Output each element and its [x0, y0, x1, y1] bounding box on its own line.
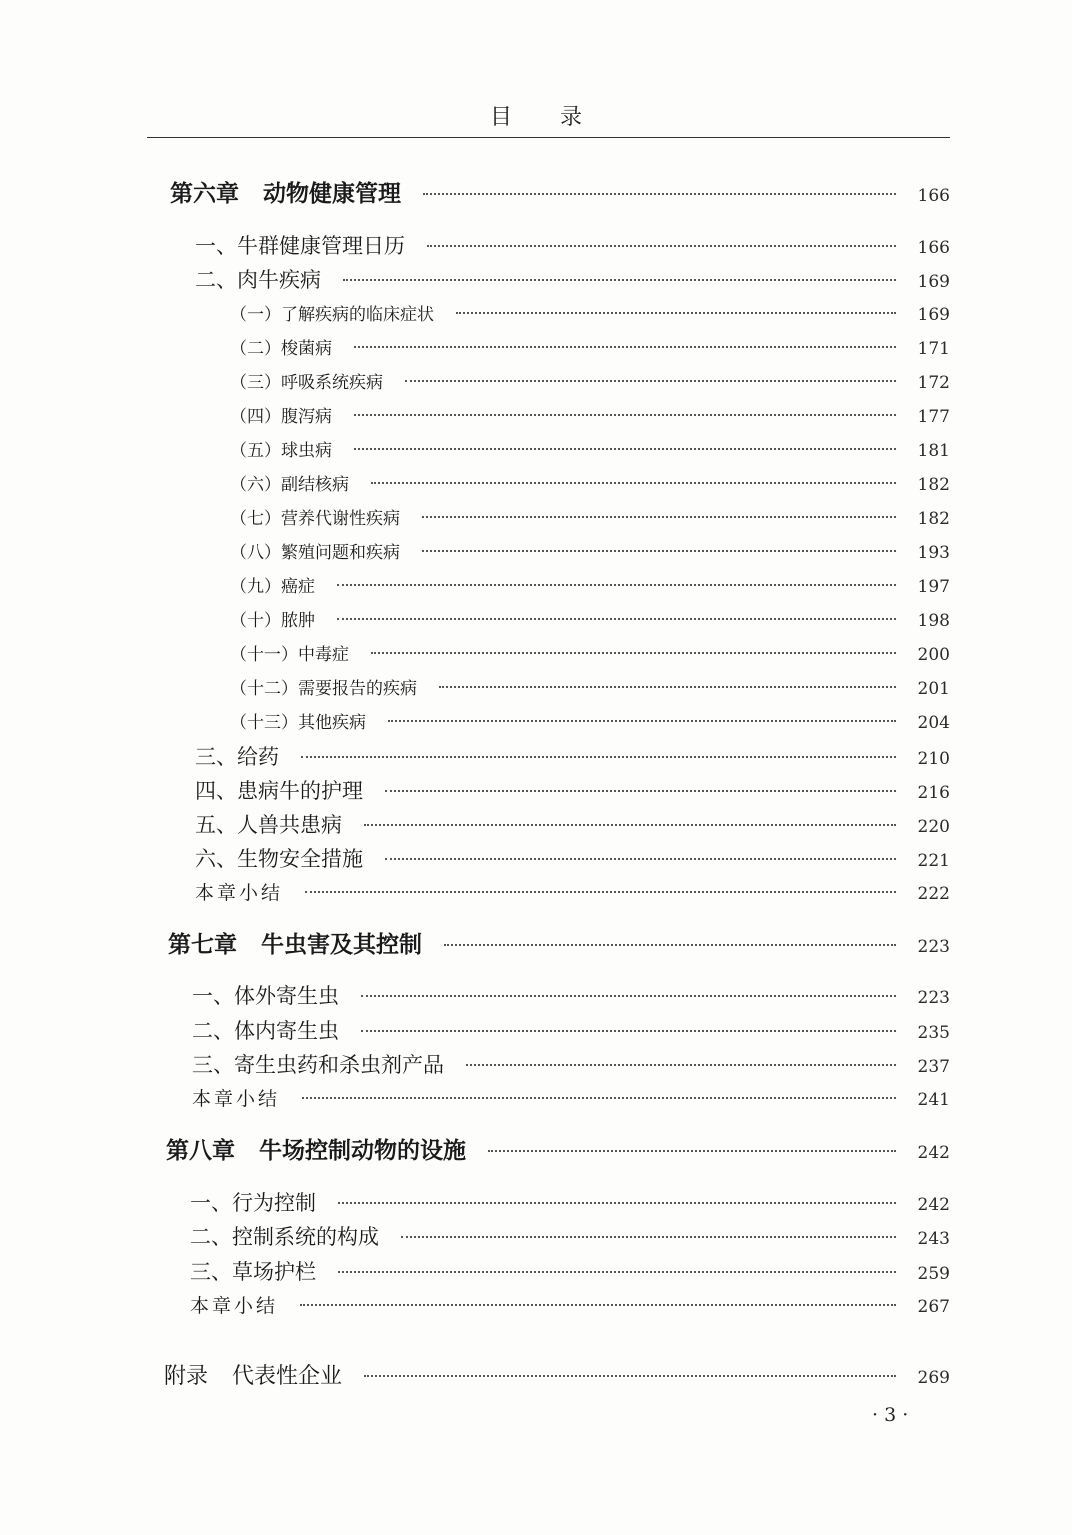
toc-entry-text: 一、牛群健康管理日历	[195, 234, 405, 258]
toc-entry-text: （四）腹泻病	[230, 407, 332, 427]
toc-page-number: 200	[917, 645, 950, 665]
toc-page-number: 221	[917, 851, 950, 871]
toc-entry-text: 三、给药	[195, 745, 279, 769]
toc-section-entry	[190, 1257, 950, 1287]
toc-entry-title	[192, 1016, 339, 1046]
toc-page-number: 193	[917, 543, 950, 563]
toc-leader-dots	[422, 516, 896, 518]
toc-leader-dots	[371, 652, 896, 654]
toc-entry-text: 二、体内寄生虫	[192, 1019, 339, 1043]
toc-entry-text: 一、行为控制	[190, 1191, 316, 1215]
toc-subsection-entry	[230, 470, 950, 500]
toc-section-entry	[190, 1188, 950, 1218]
toc-page-number: 241	[917, 1090, 950, 1110]
toc-leader-dots	[388, 720, 896, 722]
toc-section-entry	[190, 1222, 950, 1252]
toc-subsection-entry	[230, 402, 950, 432]
toc-section-entry	[195, 231, 950, 261]
toc-entry-title	[190, 1188, 316, 1218]
toc-subsection-entry	[230, 640, 950, 670]
toc-entry-text: 二、控制系统的构成	[190, 1225, 379, 1249]
toc-page-number: 172	[917, 373, 950, 393]
toc-summary-entry	[190, 1291, 950, 1321]
toc-page-number: 166	[917, 186, 950, 206]
toc-chapter-entry	[168, 930, 950, 960]
toc-entry-title	[230, 300, 434, 330]
toc-leader-dots	[354, 414, 896, 416]
toc-page-number: 210	[917, 749, 950, 769]
toc-section-entry	[192, 981, 950, 1011]
toc-leader-dots	[427, 245, 896, 247]
toc-leader-dots	[405, 380, 896, 382]
toc-page-number: 169	[917, 272, 950, 292]
toc-leader-dots	[364, 824, 896, 826]
toc-page-number: 223	[917, 988, 950, 1008]
toc-subsection-entry	[230, 504, 950, 534]
toc-entry-title	[190, 1257, 316, 1287]
toc-entry-number: 第七章	[168, 932, 237, 958]
toc-entry-title	[230, 606, 315, 636]
toc-entry-text: 牛场控制动物的设施	[259, 1138, 466, 1164]
toc-section-entry	[195, 742, 950, 772]
toc-page-number: 204	[917, 713, 950, 733]
toc-leader-dots	[401, 1236, 896, 1238]
toc-entry-text: 本章小结	[195, 882, 284, 904]
toc-entry-title	[195, 776, 363, 806]
toc-entry-text: （八）繁殖问题和疾病	[230, 543, 400, 563]
toc-entry-title	[195, 231, 405, 261]
toc-page-number: 242	[917, 1143, 950, 1163]
toc-leader-dots	[422, 550, 896, 552]
toc-entry-text: （九）癌症	[230, 577, 315, 597]
toc-page-number: 235	[917, 1023, 950, 1043]
toc-page-number: 269	[917, 1368, 950, 1388]
toc-entry-title	[230, 674, 417, 704]
toc-entry-text: （二）梭菌病	[230, 339, 332, 359]
toc-leader-dots	[361, 995, 896, 997]
toc-entry-text: （五）球虫病	[230, 441, 332, 461]
toc-page-number: 198	[917, 611, 950, 631]
toc-leader-dots	[371, 482, 896, 484]
toc-entry-number: 附录	[164, 1364, 209, 1389]
toc-page-number: 197	[917, 577, 950, 597]
toc-leader-dots	[361, 1030, 896, 1032]
toc-entry-title	[190, 1222, 379, 1252]
toc-subsection-entry	[230, 606, 950, 636]
toc-page-number: 223	[917, 937, 950, 957]
toc-page-number: 177	[917, 407, 950, 427]
toc-entry-title	[190, 1291, 278, 1321]
toc-entry-title	[230, 572, 315, 602]
toc-entry-text: 代表性企业	[232, 1364, 343, 1389]
toc-page-number: 201	[917, 679, 950, 699]
toc-leader-dots	[337, 584, 896, 586]
toc-entry-title	[230, 504, 400, 534]
toc-leader-dots	[385, 790, 896, 792]
toc-page-number: 216	[917, 783, 950, 803]
toc-section-entry	[195, 776, 950, 806]
toc-leader-dots	[439, 686, 896, 688]
toc-page-number: 166	[917, 238, 950, 258]
toc-leader-dots	[488, 1150, 896, 1152]
toc-appendix-entry	[164, 1362, 950, 1392]
toc-entry-text: （七）营养代谢性疾病	[230, 509, 400, 529]
header-divider	[147, 137, 950, 138]
toc-entry-text: 本章小结	[192, 1088, 281, 1110]
toc-entry-title	[230, 436, 332, 466]
page-title: 目录	[489, 105, 630, 130]
toc-leader-dots	[385, 858, 896, 860]
toc-page-number: 182	[917, 509, 950, 529]
toc-entry-title	[166, 1136, 466, 1166]
toc-entry-title	[192, 981, 339, 1011]
toc-leader-dots	[338, 1271, 896, 1273]
toc-entry-text: 六、生物安全措施	[195, 847, 363, 871]
toc-subsection-entry	[230, 368, 950, 398]
toc-entry-number: 第六章	[170, 181, 239, 207]
toc-entry-title	[195, 844, 363, 874]
toc-entry-text: 动物健康管理	[263, 181, 401, 207]
toc-entry-title	[192, 1050, 444, 1080]
toc-page-number: 169	[917, 305, 950, 325]
toc-page-number: 220	[917, 817, 950, 837]
toc-summary-entry	[192, 1084, 950, 1114]
toc-entry-number: 第八章	[166, 1138, 235, 1164]
toc-section-entry	[192, 1050, 950, 1080]
toc-page-number: 181	[917, 441, 950, 461]
toc-entry-text: 三、寄生虫药和杀虫剂产品	[192, 1053, 444, 1077]
toc-section-entry	[195, 810, 950, 840]
toc-leader-dots	[301, 756, 896, 758]
toc-entry-title	[195, 878, 283, 908]
toc-leader-dots	[337, 618, 896, 620]
toc-subsection-entry	[230, 538, 950, 568]
toc-section-entry	[195, 844, 950, 874]
toc-entry-text: 一、体外寄生虫	[192, 984, 339, 1008]
toc-entry-text: （十）脓肿	[230, 611, 315, 631]
toc-page-number: 182	[917, 475, 950, 495]
toc-entry-title	[195, 265, 321, 295]
toc-subsection-entry	[230, 300, 950, 330]
toc-entry-text: 五、人兽共患病	[195, 813, 342, 837]
toc-entry-text: 四、患病牛的护理	[195, 779, 363, 803]
toc-section-entry	[192, 1016, 950, 1046]
toc-page-number: 259	[917, 1264, 950, 1284]
toc-page-number: 171	[917, 339, 950, 359]
toc-section-entry	[195, 265, 950, 295]
toc-entry-title	[164, 1362, 342, 1392]
toc-leader-dots	[354, 448, 896, 450]
toc-page-number: 242	[917, 1195, 950, 1215]
toc-chapter-entry	[170, 179, 950, 209]
toc-summary-entry	[195, 878, 950, 908]
toc-entry-title	[230, 334, 332, 364]
toc-entry-text: 二、肉牛疾病	[195, 268, 321, 292]
toc-entry-title	[170, 179, 401, 209]
toc-entry-title	[195, 810, 342, 840]
toc-subsection-entry	[230, 436, 950, 466]
toc-entry-title	[230, 368, 383, 398]
toc-entry-title	[192, 1084, 280, 1114]
toc-leader-dots	[456, 312, 896, 314]
toc-leader-dots	[338, 1202, 896, 1204]
toc-entry-title	[230, 470, 349, 500]
toc-entry-text: （一）了解疾病的临床症状	[230, 305, 434, 325]
toc-subsection-entry	[230, 674, 950, 704]
toc-page-number: 267	[917, 1297, 950, 1317]
toc-leader-dots	[466, 1064, 896, 1066]
toc-leader-dots	[423, 193, 896, 195]
toc-subsection-entry	[230, 708, 950, 738]
toc-entry-title	[230, 402, 332, 432]
toc-subsection-entry	[230, 334, 950, 364]
toc-entry-text: （六）副结核病	[230, 475, 349, 495]
toc-leader-dots	[343, 279, 896, 281]
toc-entry-text: （十二）需要报告的疾病	[230, 679, 417, 699]
toc-page-number: 243	[917, 1229, 950, 1249]
toc-entry-title	[168, 930, 422, 960]
toc-entry-text: （十一）中毒症	[230, 645, 349, 665]
toc-leader-dots	[302, 1097, 896, 1099]
page-number: · 3 ·	[872, 1404, 909, 1426]
toc-leader-dots	[354, 346, 896, 348]
toc-entry-text: （三）呼吸系统疾病	[230, 373, 383, 393]
toc-entry-text: 三、草场护栏	[190, 1260, 316, 1284]
toc-entry-title	[230, 640, 349, 670]
toc-page-number: 237	[917, 1057, 950, 1077]
toc-entry-title	[230, 708, 366, 738]
toc-leader-dots	[444, 944, 896, 946]
toc-leader-dots	[305, 891, 896, 893]
toc-entry-title	[230, 538, 400, 568]
toc-subsection-entry	[230, 572, 950, 602]
toc-page-number: 222	[917, 884, 950, 904]
toc-leader-dots	[300, 1304, 896, 1306]
toc-entry-title	[195, 742, 279, 772]
toc-leader-dots	[364, 1375, 896, 1377]
toc-chapter-entry	[166, 1136, 950, 1166]
toc-entry-text: （十三）其他疾病	[230, 713, 366, 733]
toc-entry-text: 本章小结	[190, 1295, 279, 1317]
toc-entry-text: 牛虫害及其控制	[261, 932, 422, 958]
